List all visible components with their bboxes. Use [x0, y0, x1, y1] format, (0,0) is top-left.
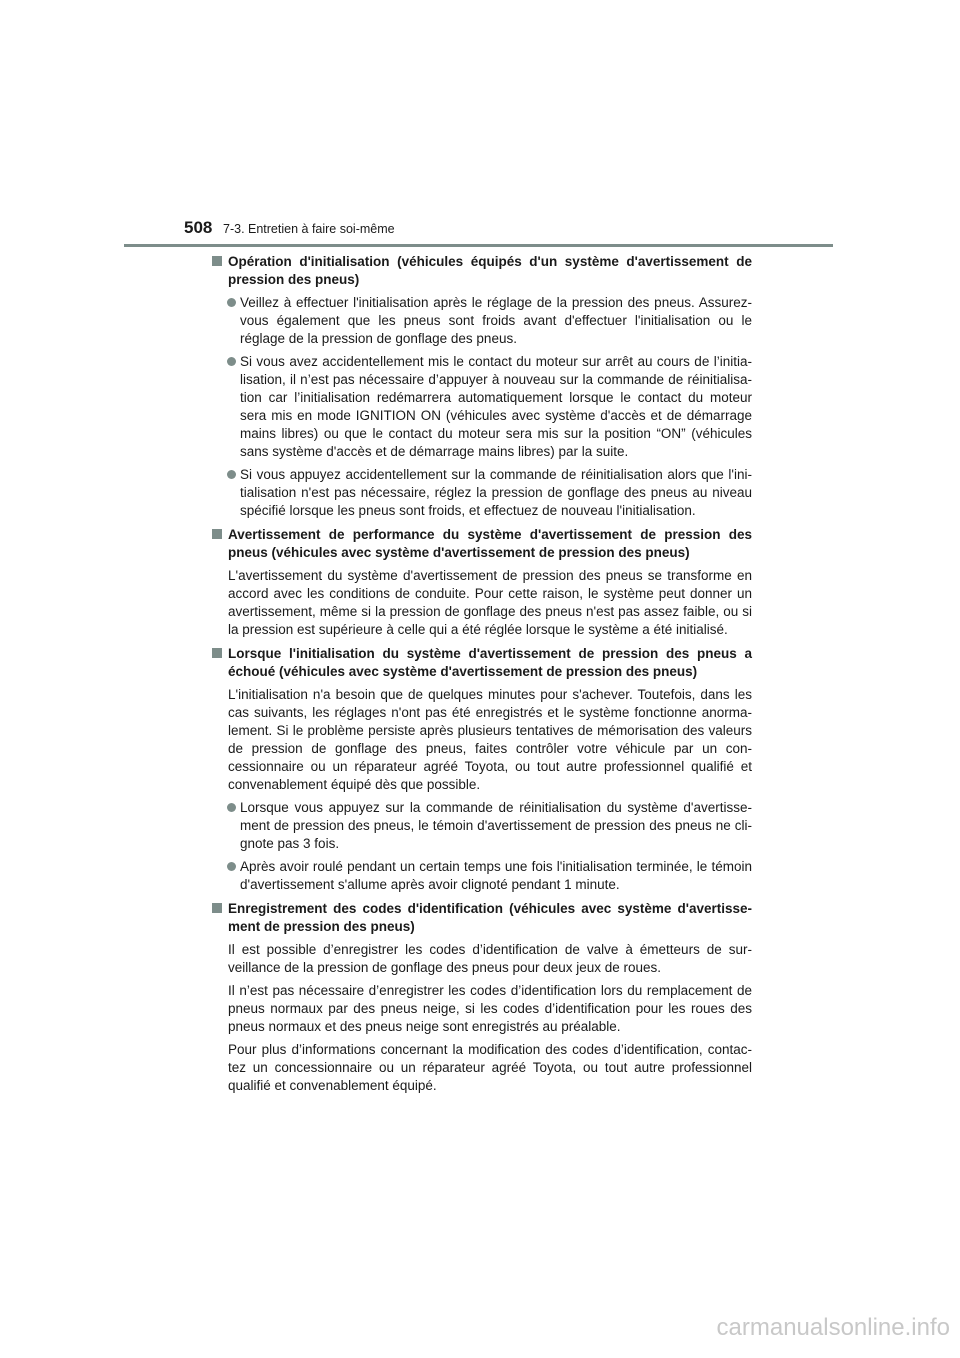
- paragraph: Il est possible d’enregistrer les codes d’identification de valve à émetteurs de sur-veillance de la pression de gonflage des pneus pour deux jeux de roues.: [228, 942, 752, 975]
- round-bullet-icon: [227, 803, 236, 812]
- section-heading: [212, 645, 752, 681]
- page-number: 508: [184, 218, 213, 237]
- section-id-code-registration: [212, 900, 752, 1095]
- list-item: [212, 294, 752, 348]
- paragraph: L'initialisation n'a besoin que de quelques minutes pour s'achever. Toutefois, dans les cas suivants, les réglages n'ont pas été enregistrés et le système fonctionne anorma-lement. Si le problème persiste après plusieurs tentatives de mémorisation des valeurs de pression de gonflage des pneus, faites contrôler votre véhicule par un con-cessionnaire ou un réparateur agréé Toyota, ou tout autre professionnel qualifié et convenablement équipé dès que possible.: [228, 687, 752, 792]
- round-bullet-icon: [227, 357, 236, 366]
- square-bullet-icon: [212, 903, 222, 913]
- paragraph: Il n’est pas nécessaire d’enregistrer les codes d’identification lors du remplacement de pneus normaux par des pneus neige, si les codes d’identification pour les roues des pneus normaux et des pneus neige sont enregistrés au préalable.: [228, 983, 752, 1034]
- list-item: [212, 799, 752, 853]
- section-title: 7-3. Entretien à faire soi-même: [223, 222, 395, 236]
- paragraph: Pour plus d’informations concernant la modification des codes d’identification, contac-tez un concessionnaire ou un réparateur agréé Toyota, ou tout autre professionnel qualifié et convenablement équipé.: [228, 1042, 752, 1093]
- round-bullet-icon: [227, 470, 236, 479]
- list-item: [212, 466, 752, 520]
- paragraph: L'avertissement du système d'avertissement de pression des pneus se transforme en accord avec les conditions de conduite. Pour cette raison, le système peut donner un avertissement, même si la pression de gonflage des pneus n'est pas assez faible, ou si la pression est supérieure à celle qui a été réglée lorsque le système a été initialisé.: [228, 568, 752, 637]
- section-performance-warning: [212, 526, 752, 639]
- list-item-text: Lorsque vous appuyez sur la commande de réinitialisation du système d'avertisse-ment de pression des pneus, le témoin d'avertissement de pression des pneus ne cli-gnote pas 3 fois.: [240, 800, 752, 851]
- round-bullet-icon: [227, 298, 236, 307]
- square-bullet-icon: [212, 648, 222, 658]
- section-heading: [212, 526, 752, 562]
- section-heading-text: Avertissement de performance du système d'avertissement de pression des pneus (véhicules avec système d'avertissement de pression des pneus): [228, 527, 752, 560]
- section-heading: [212, 253, 752, 289]
- square-bullet-icon: [212, 256, 222, 266]
- section-heading-text: Enregistrement des codes d'identification (véhicules avec système d'avertisse-ment de pression des pneus): [228, 901, 752, 934]
- list-item: [212, 353, 752, 461]
- section-initialisation: [212, 253, 752, 520]
- page-content: [212, 253, 752, 1101]
- section-initialisation-failed: [212, 645, 752, 894]
- list-item-text: Si vous appuyez accidentellement sur la commande de réinitialisation alors que l'ini-tialisation n'est pas nécessaire, réglez la pression de gonflage des pneus au niveau spécifié lorsque les pneus sont froids, et effectuez de nouveau l'initialisation.: [240, 467, 752, 518]
- watermark: carmanualsonline.info: [716, 1314, 950, 1341]
- list-item-text: Veillez à effectuer l'initialisation après le réglage de la pression des pneus. Assurez-vous également que les pneus sont froids avant d'effectuer l'initialisation ou le réglage de la pression de gonflage des pneus.: [240, 295, 752, 346]
- section-heading: [212, 900, 752, 936]
- header-divider: [124, 244, 833, 247]
- section-heading-text: Lorsque l'initialisation du système d'avertissement de pression des pneus a échoué (véhicules avec système d'avertissement de pression des pneus): [228, 646, 752, 679]
- square-bullet-icon: [212, 529, 222, 539]
- round-bullet-icon: [227, 862, 236, 871]
- list-item-text: Après avoir roulé pendant un certain temps une fois l'initialisation terminée, le témoin d'avertissement s'allume après avoir clignoté pendant 1 minute.: [240, 859, 752, 892]
- list-item: [212, 858, 752, 894]
- list-item-text: Si vous avez accidentellement mis le contact du moteur sur arrêt au cours de l’initia-lisation, il n’est pas nécessaire d’appuyer à nouveau sur la commande de réinitialisa-tion car l’initialisation redémarrera automatiquement lorsque le contact du moteur sera mis en mode IGNITION ON (véhicules avec système d'accès et de démarrage mains libres) ou que le contact du moteur sera mis sur la position “ON” (véhicules sans système d'accès et de démarrage mains libres) par la suite.: [240, 354, 752, 459]
- section-heading-text: Opération d'initialisation (véhicules équipés d'un système d'avertissement de pression des pneus): [228, 254, 752, 287]
